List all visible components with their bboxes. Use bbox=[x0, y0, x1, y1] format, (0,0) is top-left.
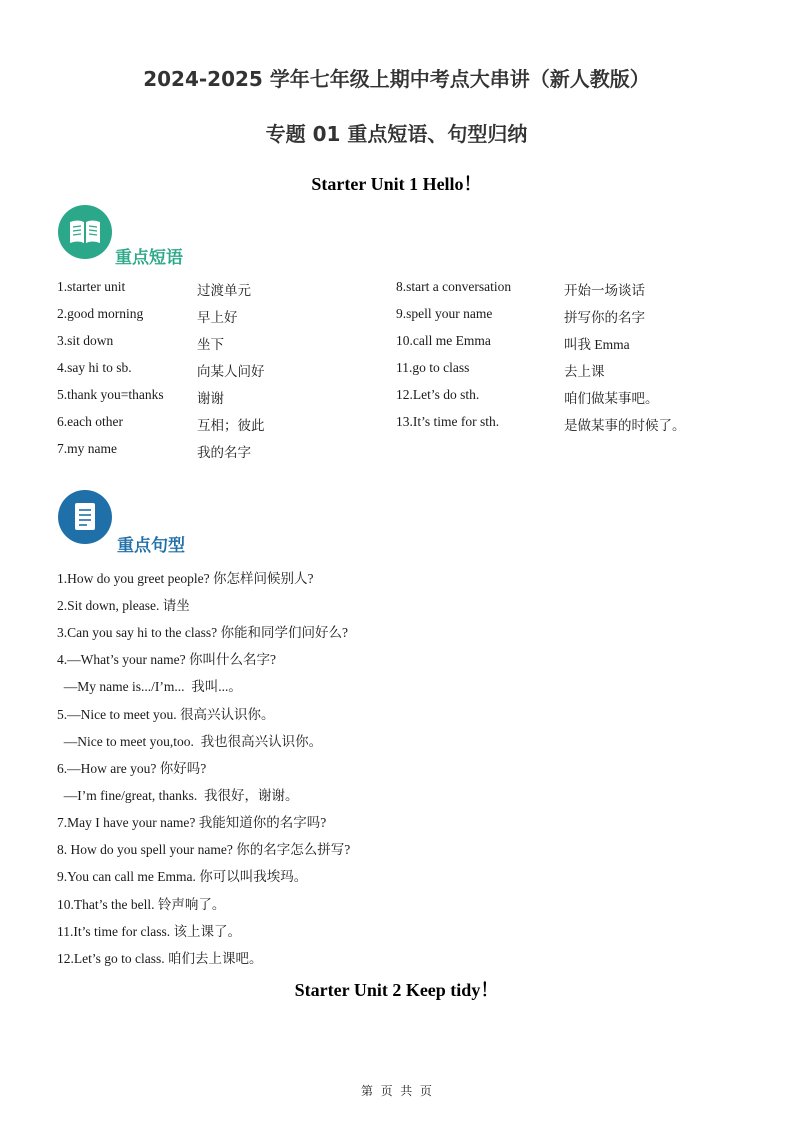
phrase-zh: 坐下 bbox=[197, 337, 224, 352]
sentences-section-label: 重点句型 bbox=[117, 536, 185, 556]
sentence-line: —I’m fine/great, thanks. 我很好，谢谢。 bbox=[57, 788, 299, 803]
phrase-en: 6.each other bbox=[57, 414, 123, 429]
open-book-icon bbox=[58, 205, 112, 259]
sentence-line: 8. How do you spell your name? 你的名字怎么拼写? bbox=[57, 842, 351, 857]
sentence-line: 11.It’s time for class. 该上课了。 bbox=[57, 924, 241, 939]
sentence-line: 12.Let’s go to class. 咱们去上课吧。 bbox=[57, 951, 263, 966]
phrases-section-label: 重点短语 bbox=[115, 248, 183, 268]
sentence-line: 10.That’s the bell. 铃声响了。 bbox=[57, 897, 226, 912]
phrase-zh: 过渡单元 bbox=[197, 283, 251, 298]
sentence-line: 5.—Nice to meet you. 很高兴认识你。 bbox=[57, 707, 275, 722]
document-list-icon bbox=[58, 490, 112, 544]
phrase-zh: 咱们做某事吧。 bbox=[564, 391, 659, 406]
phrase-en: 4.say hi to sb. bbox=[57, 360, 132, 375]
document-title: 2024-2025 学年七年级上期中考点大串讲（新人教版） bbox=[143, 67, 650, 91]
sentence-line: 1.How do you greet people? 你怎样问候别人? bbox=[57, 571, 314, 586]
phrase-zh: 互相；彼此 bbox=[197, 418, 265, 433]
sentence-line: 4.—What’s your name? 你叫什么名字? bbox=[57, 652, 276, 667]
phrase-zh: 谢谢 bbox=[197, 391, 224, 406]
phrase-en: 10.call me Emma bbox=[396, 333, 491, 348]
phrase-zh: 拼写你的名字 bbox=[564, 310, 645, 325]
sentence-line: 3.Can you say hi to the class? 你能和同学们问好么? bbox=[57, 625, 348, 640]
sentence-line: —Nice to meet you,too. 我也很高兴认识你。 bbox=[57, 734, 323, 749]
phrase-en: 3.sit down bbox=[57, 333, 114, 348]
sentence-line: 6.—How are you? 你好吗? bbox=[57, 761, 207, 776]
phrase-en: 2.good morning bbox=[57, 306, 144, 321]
phrase-en: 5.thank you=thanks bbox=[57, 387, 164, 402]
sentence-line: 9.You can call me Emma. 你可以叫我埃玛。 bbox=[57, 869, 308, 884]
phrase-en: 11.go to class bbox=[396, 360, 470, 375]
phrase-zh: 我的名字 bbox=[197, 445, 251, 460]
document-subtitle: 专题 01 重点短语、句型归纳 bbox=[265, 122, 528, 146]
page-footer: 第 页 共 页 bbox=[361, 1084, 432, 1098]
phrase-zh: 向某人问好 bbox=[197, 364, 265, 379]
phrase-zh: 去上课 bbox=[564, 364, 605, 379]
phrase-en: 13.It’s time for sth. bbox=[396, 414, 500, 429]
phrase-en: 7.my name bbox=[57, 441, 117, 456]
phrase-en: 12.Let’s do sth. bbox=[396, 387, 480, 402]
sentence-line: 7.May I have your name? 我能知道你的名字吗? bbox=[57, 815, 327, 830]
phrase-zh: 开始一场谈话 bbox=[564, 283, 645, 298]
phrase-zh: 是做某事的时候了。 bbox=[564, 418, 686, 433]
phrase-zh: 早上好 bbox=[197, 310, 238, 325]
phrase-zh: 叫我 Emma bbox=[564, 337, 630, 352]
sentence-line: —My name is.../I’m... 我叫...。 bbox=[57, 679, 242, 694]
sentence-line: 2.Sit down, please. 请坐 bbox=[57, 598, 190, 613]
phrase-en: 8.start a conversation bbox=[396, 279, 512, 294]
unit-1-title: Starter Unit 1 Hello！ bbox=[311, 174, 482, 194]
phrase-en: 1.starter unit bbox=[57, 279, 126, 294]
phrase-en: 9.spell your name bbox=[396, 306, 493, 321]
unit-2-title: Starter Unit 2 Keep tidy！ bbox=[294, 980, 499, 1000]
